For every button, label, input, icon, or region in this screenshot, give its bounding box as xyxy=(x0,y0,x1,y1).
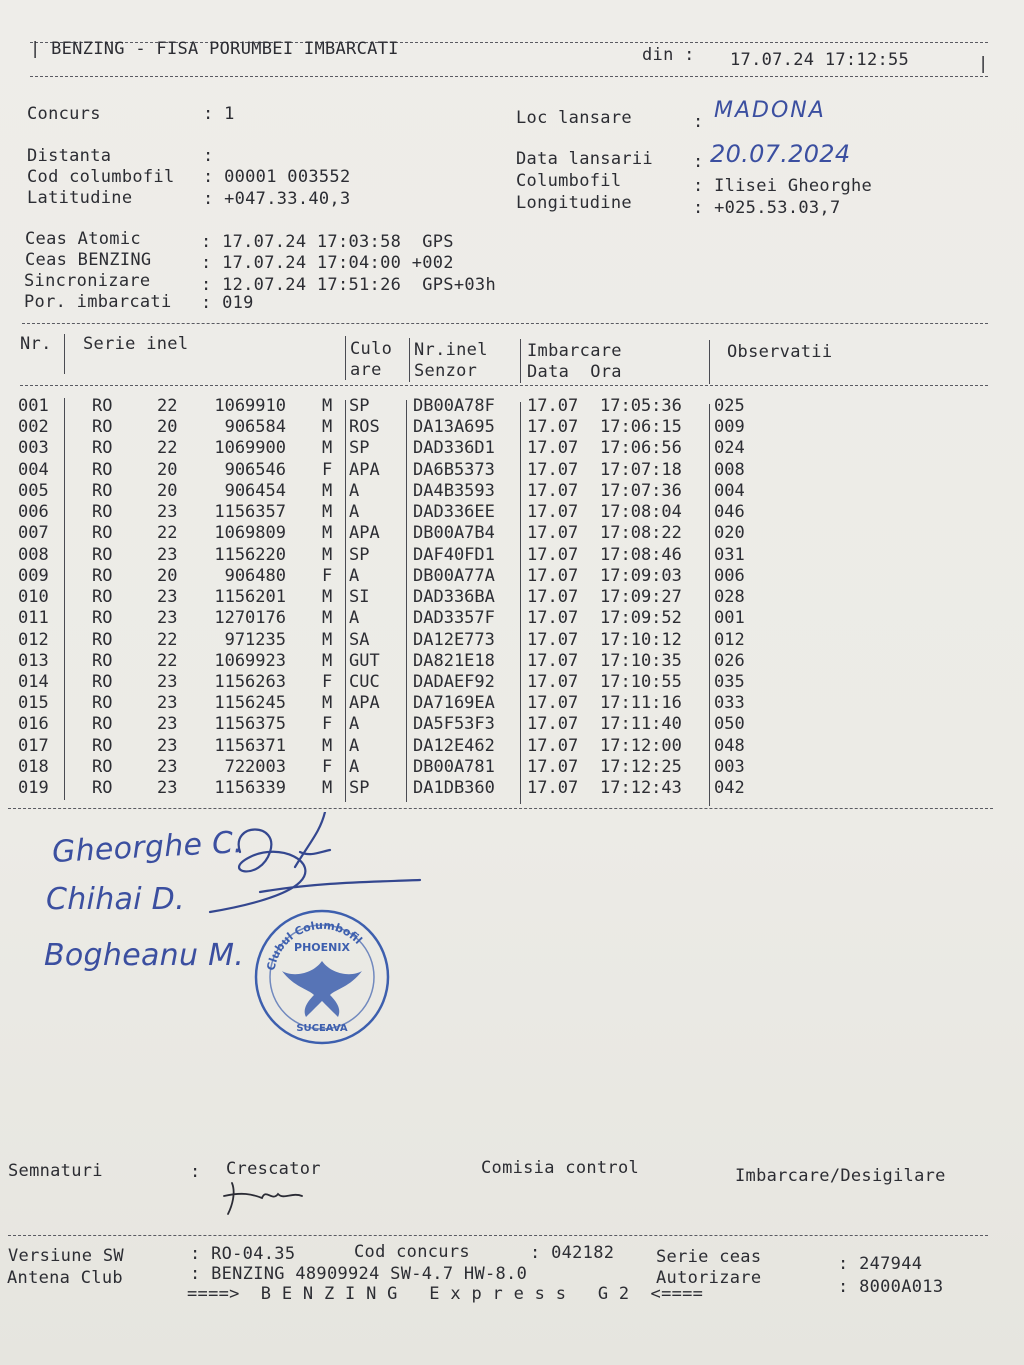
cell-ora: 17:05:36 xyxy=(600,396,682,416)
column-separator xyxy=(345,400,346,802)
table-row xyxy=(18,438,758,459)
header-serie-inel: Serie inel xyxy=(83,334,189,354)
cell-dat: 17.07 xyxy=(527,523,579,544)
cell-nr: 004 xyxy=(18,459,49,480)
semnaturi-label: Semnaturi xyxy=(8,1161,103,1181)
columbofil-value: : Ilisei Gheorghe xyxy=(693,176,873,196)
column-separator xyxy=(520,402,521,804)
cell-yr: 22 xyxy=(157,650,178,671)
cell-ro: RO xyxy=(92,587,113,608)
table-row xyxy=(18,693,758,714)
data-lansarii-label: Data lansarii xyxy=(516,149,653,169)
table-row xyxy=(18,608,758,629)
concurs-label: Concurs xyxy=(27,104,101,124)
divider xyxy=(30,76,988,77)
cell-dat: 17.07 xyxy=(527,480,579,501)
cell-obs: 026 xyxy=(714,650,745,671)
cell-yr: 23 xyxy=(157,587,178,608)
cell-obs: 020 xyxy=(714,523,745,544)
stamp-middle-text: PHOENIX xyxy=(294,941,350,954)
cell-obs: 008 xyxy=(714,459,745,480)
cell-sex: M xyxy=(322,650,333,671)
cell-ro: RO xyxy=(92,480,113,501)
cell-dat: 17.07 xyxy=(527,608,579,629)
cell-yr: 23 xyxy=(157,735,178,756)
cell-yr: 20 xyxy=(157,480,178,501)
cell-ora: 17:12:00 xyxy=(600,735,682,756)
handwritten-name-1: Gheorghe C. xyxy=(51,825,245,870)
header-imbarcare-1: Imbarcare xyxy=(527,341,622,361)
versiune-sw-label: Versiune SW xyxy=(8,1246,124,1266)
cod-columbofil-label: Cod columbofil xyxy=(27,167,175,187)
table-row xyxy=(18,672,758,693)
cell-sen: DA12E773 xyxy=(413,629,495,650)
latitudine-value: : +047.33.40,3 xyxy=(203,189,351,209)
cell-obs: 048 xyxy=(714,735,745,756)
cell-obs: 001 xyxy=(714,608,745,629)
cell-ora: 17:07:18 xyxy=(600,459,682,480)
table-row xyxy=(18,651,758,672)
loc-lansare-sep: : xyxy=(693,112,704,132)
cell-num: 906454 xyxy=(224,480,286,501)
semnaturi-sep: : xyxy=(190,1162,201,1182)
din-label: din : xyxy=(642,45,695,65)
cell-nr: 014 xyxy=(18,671,49,692)
column-separator xyxy=(64,334,65,374)
cell-sex: M xyxy=(322,396,333,416)
cell-num: 1270176 xyxy=(214,608,286,629)
cell-col: SI xyxy=(349,587,370,608)
cell-ro: RO xyxy=(92,438,113,459)
cell-num: 1069809 xyxy=(214,523,286,544)
cell-nr: 007 xyxy=(18,523,49,544)
header-nr-inel-1: Nr.inel xyxy=(414,340,488,360)
stamp-top-text: Clubul Columbofil xyxy=(264,918,365,972)
latitudine-label: Latitudine xyxy=(27,188,133,208)
cell-yr: 22 xyxy=(157,523,178,544)
handwritten-name-2: Chihai D. xyxy=(46,882,185,917)
cell-yr: 23 xyxy=(157,756,178,777)
cell-nr: 013 xyxy=(18,650,49,671)
header-culoare-1: Culo xyxy=(350,339,393,359)
cell-dat: 17.07 xyxy=(527,650,579,671)
header-nr: Nr. xyxy=(20,334,52,354)
cell-col: A xyxy=(349,502,360,523)
cell-ora: 17:12:25 xyxy=(600,756,682,777)
cell-num: 906480 xyxy=(224,565,286,586)
cell-ora: 17:08:22 xyxy=(600,523,682,544)
cell-sen: DA821E18 xyxy=(413,650,495,671)
cell-sex: M xyxy=(322,735,333,756)
cell-ora: 17:06:15 xyxy=(600,417,682,438)
por-imbarcati-value: : 019 xyxy=(201,293,254,313)
cod-concurs-value: : 042182 xyxy=(530,1243,615,1263)
cell-dat: 17.07 xyxy=(527,502,579,523)
cell-col: SP xyxy=(349,396,370,416)
cell-yr: 23 xyxy=(157,693,178,714)
table-row xyxy=(18,460,758,481)
cell-obs: 004 xyxy=(714,480,745,501)
cell-sen: DB00A7B4 xyxy=(413,523,495,544)
cell-col: A xyxy=(349,608,360,629)
cell-col: APA xyxy=(349,693,380,714)
cell-ora: 17:09:27 xyxy=(600,587,682,608)
cell-ro: RO xyxy=(92,523,113,544)
cell-dat: 17.07 xyxy=(527,396,579,416)
cell-num: 1156371 xyxy=(214,735,286,756)
cell-sen: DA6B5373 xyxy=(413,459,495,480)
table-row xyxy=(18,757,758,778)
cell-col: APA xyxy=(349,459,380,480)
loc-lansare-label: Loc lansare xyxy=(516,108,632,128)
data-lansarii-sep: : xyxy=(693,152,704,172)
column-separator xyxy=(520,339,521,383)
cell-ro: RO xyxy=(92,502,113,523)
autorizare-label: Autorizare xyxy=(656,1268,762,1288)
cell-obs: 031 xyxy=(714,544,745,565)
cell-ro: RO xyxy=(92,565,113,586)
cell-sen: DAD3357F xyxy=(413,608,495,629)
cell-sen: DAF40FD1 xyxy=(413,544,495,565)
cell-yr: 22 xyxy=(157,438,178,459)
cell-dat: 17.07 xyxy=(527,778,579,799)
cell-ora: 17:07:36 xyxy=(600,480,682,501)
table-row xyxy=(18,587,758,608)
cell-nr: 003 xyxy=(18,438,49,459)
cell-sex: F xyxy=(322,714,333,735)
divider xyxy=(20,385,988,386)
por-imbarcati-label: Por. imbarcati xyxy=(24,292,172,312)
cell-sex: M xyxy=(322,629,333,650)
cell-obs: 003 xyxy=(714,756,745,777)
cell-ro: RO xyxy=(92,650,113,671)
longitudine-value: : +025.53.03,7 xyxy=(693,198,841,218)
cell-dat: 17.07 xyxy=(527,417,579,438)
cell-ora: 17:06:56 xyxy=(600,438,682,459)
table-row xyxy=(18,545,758,566)
cell-obs: 006 xyxy=(714,565,745,586)
cell-ro: RO xyxy=(92,396,113,416)
cell-sen: DAD336BA xyxy=(413,587,495,608)
cell-dat: 17.07 xyxy=(527,544,579,565)
comisia-label: Comisia control xyxy=(481,1158,640,1178)
cell-ro: RO xyxy=(92,417,113,438)
cell-sex: M xyxy=(322,544,333,565)
cell-obs: 050 xyxy=(714,714,745,735)
distanta-value: : xyxy=(203,146,214,166)
cell-nr: 001 xyxy=(18,396,49,416)
cell-yr: 23 xyxy=(157,544,178,565)
autorizare-value: : 8000A013 xyxy=(838,1277,944,1297)
cell-num: 1069923 xyxy=(214,650,286,671)
cell-nr: 016 xyxy=(18,714,49,735)
cell-ro: RO xyxy=(92,735,113,756)
cell-sex: M xyxy=(322,778,333,799)
cell-sex: M xyxy=(322,480,333,501)
cell-col: A xyxy=(349,480,360,501)
cell-nr: 012 xyxy=(18,629,49,650)
cell-dat: 17.07 xyxy=(527,756,579,777)
cell-col: A xyxy=(349,565,360,586)
cell-sex: M xyxy=(322,523,333,544)
cell-nr: 011 xyxy=(18,608,49,629)
cell-sex: M xyxy=(322,587,333,608)
columbofil-label: Columbofil xyxy=(516,171,622,191)
cell-ora: 17:12:43 xyxy=(600,778,682,799)
header-observatii: Observatii xyxy=(727,342,833,362)
cell-sex: F xyxy=(322,756,333,777)
cod-columbofil-value: : 00001 003552 xyxy=(203,167,351,187)
table-row xyxy=(18,523,758,544)
table-row xyxy=(18,736,758,757)
cell-nr: 017 xyxy=(18,735,49,756)
cod-concurs-label: Cod concurs xyxy=(354,1242,470,1262)
din-value: 17.07.24 17:12:55 xyxy=(730,50,910,70)
cell-sen: DAD336EE xyxy=(413,502,495,523)
cell-nr: 019 xyxy=(18,778,49,799)
cell-dat: 17.07 xyxy=(527,587,579,608)
cell-nr: 010 xyxy=(18,587,49,608)
column-separator xyxy=(345,336,346,380)
cell-num: 1156245 xyxy=(214,693,286,714)
table-row xyxy=(18,417,758,438)
cell-col: SA xyxy=(349,629,370,650)
cell-num: 722003 xyxy=(224,756,286,777)
cell-ro: RO xyxy=(92,608,113,629)
sincronizare-value: : 12.07.24 17:51:26 GPS+03h xyxy=(201,275,496,295)
cell-sen: DAD336D1 xyxy=(413,438,495,459)
column-separator xyxy=(709,340,710,384)
benzing-banner: ====> B E N Z I N G E x p r e s s G 2 <==== xyxy=(187,1284,704,1304)
longitudine-label: Longitudine xyxy=(516,193,632,213)
cell-ora: 17:11:16 xyxy=(600,693,682,714)
cell-sex: M xyxy=(322,438,333,459)
cell-sen: DADAEF92 xyxy=(413,671,495,692)
cell-nr: 006 xyxy=(18,502,49,523)
cell-sex: M xyxy=(322,608,333,629)
cell-ora: 17:10:12 xyxy=(600,629,682,650)
cell-col: A xyxy=(349,735,360,756)
cell-num: 1156357 xyxy=(214,502,286,523)
ceas-benzing-label: Ceas BENZING xyxy=(25,250,152,270)
document-title: | BENZING - FISA PORUMBEI IMBARCATI xyxy=(30,39,399,59)
cell-ora: 17:10:55 xyxy=(600,671,682,692)
cell-ora: 17:08:04 xyxy=(600,502,682,523)
serie-ceas-value: : 247944 xyxy=(838,1254,923,1274)
cell-num: 971235 xyxy=(224,629,286,650)
cell-col: A xyxy=(349,756,360,777)
versiune-sw-value: : RO-04.35 xyxy=(190,1244,296,1264)
divider xyxy=(22,323,988,324)
cell-col: SP xyxy=(349,544,370,565)
distanta-label: Distanta xyxy=(27,146,112,166)
cell-num: 906546 xyxy=(224,459,286,480)
cell-num: 1156263 xyxy=(214,671,286,692)
table-row xyxy=(18,778,758,799)
cell-dat: 17.07 xyxy=(527,459,579,480)
cell-sen: DA4B3593 xyxy=(413,480,495,501)
cell-num: 1156220 xyxy=(214,544,286,565)
cell-ora: 17:09:52 xyxy=(600,608,682,629)
cell-num: 906584 xyxy=(224,417,286,438)
antena-club-label: Antena Club xyxy=(7,1268,123,1288)
cell-col: SP xyxy=(349,778,370,799)
crescator-signature xyxy=(222,1178,312,1218)
cell-ora: 17:11:40 xyxy=(600,714,682,735)
cell-sen: DA13A695 xyxy=(413,417,495,438)
column-separator xyxy=(709,404,710,806)
column-separator xyxy=(409,338,410,382)
cell-yr: 23 xyxy=(157,502,178,523)
cell-nr: 008 xyxy=(18,544,49,565)
table-row xyxy=(18,396,758,417)
cell-dat: 17.07 xyxy=(527,565,579,586)
handwritten-name-3: Bogheanu M. xyxy=(44,938,245,973)
cell-dat: 17.07 xyxy=(527,693,579,714)
table-row xyxy=(18,714,758,735)
cell-nr: 015 xyxy=(18,693,49,714)
sincronizare-label: Sincronizare xyxy=(24,271,151,291)
ceas-benzing-value: : 17.07.24 17:04:00 +002 xyxy=(201,253,454,273)
cell-num: 1156339 xyxy=(214,778,286,799)
crescator-label: Crescator xyxy=(226,1159,321,1179)
cell-yr: 20 xyxy=(157,459,178,480)
loc-lansare-value: MADONA xyxy=(714,98,826,123)
cell-col: ROS xyxy=(349,417,380,438)
cell-col: SP xyxy=(349,438,370,459)
cell-dat: 17.07 xyxy=(527,629,579,650)
cell-obs: 042 xyxy=(714,778,745,799)
header-nr-inel-2: Senzor xyxy=(414,361,478,381)
cell-ro: RO xyxy=(92,778,113,799)
cell-yr: 20 xyxy=(157,565,178,586)
table-row xyxy=(18,481,758,502)
header-culoare-2: are xyxy=(350,360,382,380)
cell-col: GUT xyxy=(349,650,380,671)
cell-ro: RO xyxy=(92,544,113,565)
cell-yr: 22 xyxy=(157,629,178,650)
table-row xyxy=(18,566,758,587)
cell-col: APA xyxy=(349,523,380,544)
cell-sex: F xyxy=(322,459,333,480)
header-imbarcare-2: Data Ora xyxy=(527,362,622,382)
cell-nr: 005 xyxy=(18,480,49,501)
cell-col: A xyxy=(349,714,360,735)
antena-club-value: : BENZING 48909924 SW-4.7 HW-8.0 xyxy=(190,1264,528,1284)
cell-nr: 018 xyxy=(18,756,49,777)
cell-obs: 035 xyxy=(714,671,745,692)
cell-ro: RO xyxy=(92,459,113,480)
cell-sex: F xyxy=(322,671,333,692)
cell-ro: RO xyxy=(92,629,113,650)
cell-sen: DA7169EA xyxy=(413,693,495,714)
cell-ro: RO xyxy=(92,693,113,714)
cell-sex: M xyxy=(322,693,333,714)
cell-num: 1156375 xyxy=(214,714,286,735)
divider xyxy=(8,808,993,809)
column-separator xyxy=(406,400,407,802)
cell-sen: DB00A77A xyxy=(413,565,495,586)
cell-dat: 17.07 xyxy=(527,714,579,735)
cell-sex: F xyxy=(322,565,333,586)
cell-yr: 23 xyxy=(157,778,178,799)
cell-ora: 17:09:03 xyxy=(600,565,682,586)
cell-sen: DA12E462 xyxy=(413,735,495,756)
cell-yr: 22 xyxy=(157,396,178,416)
cell-obs: 012 xyxy=(714,629,745,650)
club-stamp xyxy=(252,905,392,1045)
table-row xyxy=(18,502,758,523)
cell-dat: 17.07 xyxy=(527,438,579,459)
cell-yr: 20 xyxy=(157,417,178,438)
cell-ro: RO xyxy=(92,671,113,692)
imbarcare-desigilare-label: Imbarcare/Desigilare xyxy=(735,1166,946,1186)
data-lansarii-value: 20.07.2024 xyxy=(710,140,851,168)
cell-dat: 17.07 xyxy=(527,735,579,756)
cell-ora: 17:10:35 xyxy=(600,650,682,671)
cell-nr: 009 xyxy=(18,565,49,586)
cell-sex: M xyxy=(322,417,333,438)
table-row xyxy=(18,630,758,651)
cell-sen: DB00A781 xyxy=(413,756,495,777)
cell-sen: DA5F53F3 xyxy=(413,714,495,735)
cell-col: CUC xyxy=(349,671,380,692)
column-separator xyxy=(64,398,65,800)
cell-yr: 23 xyxy=(157,608,178,629)
cell-ro: RO xyxy=(92,756,113,777)
cell-sex: M xyxy=(322,502,333,523)
cell-num: 1156201 xyxy=(214,587,286,608)
cell-obs: 025 xyxy=(714,396,745,416)
cell-yr: 23 xyxy=(157,714,178,735)
cell-sen: DB00A78F xyxy=(413,396,495,416)
cell-nr: 002 xyxy=(18,417,49,438)
cell-obs: 033 xyxy=(714,693,745,714)
stamp-bottom-text: SUCEAVA xyxy=(296,1023,348,1034)
cell-dat: 17.07 xyxy=(527,671,579,692)
ceas-atomic-label: Ceas Atomic xyxy=(25,229,141,249)
cell-obs: 024 xyxy=(714,438,745,459)
cell-obs: 009 xyxy=(714,417,745,438)
cell-sen: DA1DB360 xyxy=(413,778,495,799)
cell-num: 1069900 xyxy=(214,438,286,459)
concurs-value: : 1 xyxy=(203,104,235,124)
cell-ora: 17:08:46 xyxy=(600,544,682,565)
divider xyxy=(8,1235,988,1236)
cell-obs: 028 xyxy=(714,587,745,608)
header-right-bar: | xyxy=(978,54,989,74)
cell-ro: RO xyxy=(92,714,113,735)
cell-yr: 23 xyxy=(157,671,178,692)
cell-num: 1069910 xyxy=(214,396,286,416)
cell-obs: 046 xyxy=(714,502,745,523)
ceas-atomic-value: : 17.07.24 17:03:58 GPS xyxy=(201,232,454,252)
serie-ceas-label: Serie ceas xyxy=(656,1247,762,1267)
